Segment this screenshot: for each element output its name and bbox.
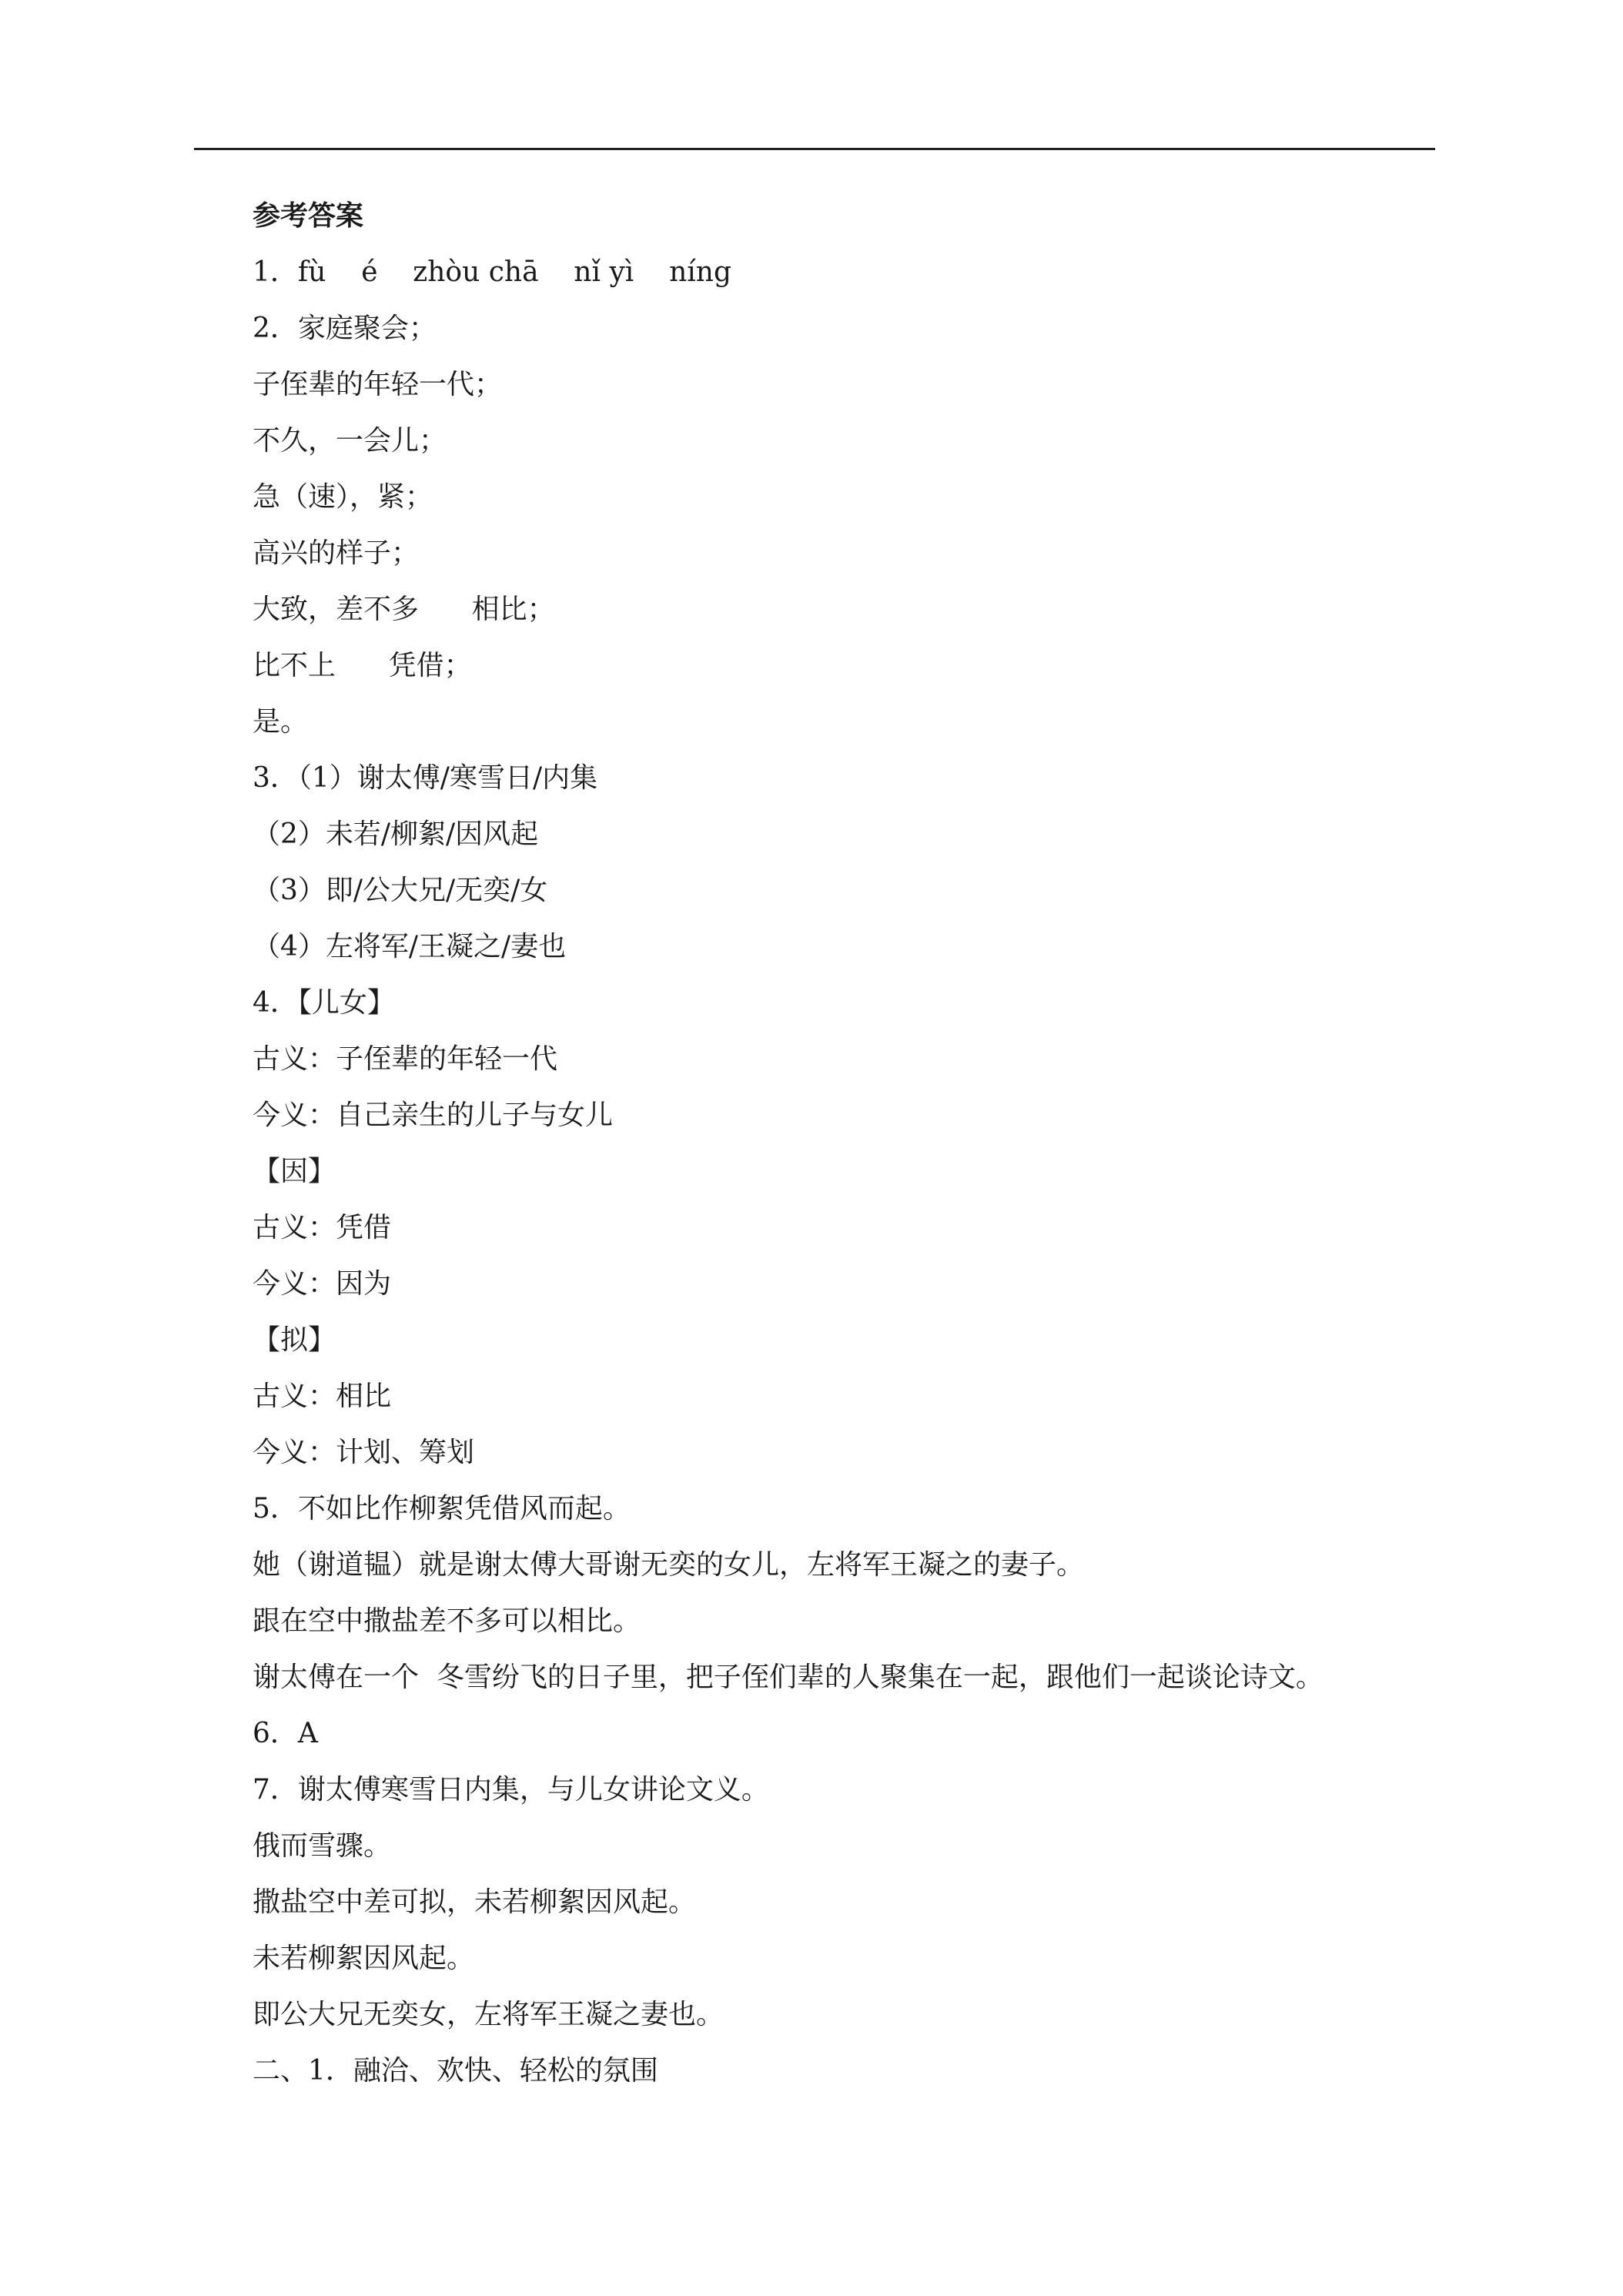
answer-line: 即公大兄无奕女，左将军王凝之妻也。 (253, 1999, 724, 2030)
answer-line: 二、1．融洽、欢快、轻松的氛围 (253, 2055, 658, 2087)
answer-line: 比不上 凭借； (253, 650, 472, 681)
answer-line: 2．家庭聚会； (253, 313, 437, 344)
answer-line: 6．A (253, 1718, 318, 1749)
answer-line: 古义：相比 (253, 1381, 392, 1412)
answer-line: 谢太傅在一个 冬雪纷飞的日子里，把子侄们辈的人聚集在一起，跟他们一起谈论诗文。 (253, 1662, 1323, 1693)
answer-line: 急（速），紧； (253, 481, 433, 513)
answer-line: 1．fù é zhòu chā nǐ yì níng (253, 256, 732, 288)
answer-line: 俄而雪骤。 (253, 1830, 392, 1862)
answer-line: 5．不如比作柳絮凭借风而起。 (253, 1493, 631, 1525)
answer-line: 今义：计划、筹划 (253, 1437, 475, 1468)
answer-line: 跟在空中撒盐差不多可以相比。 (253, 1605, 641, 1637)
answer-line: 是。 (253, 706, 309, 738)
answer-line: 3．（1）谢太傅/寒雪日/内集 (253, 762, 598, 794)
answer-line: 不久，一会儿； (253, 425, 447, 457)
answer-section (253, 188, 1454, 2099)
answer-lines (253, 244, 1454, 2099)
answer-line: 今义：自己亲生的儿子与女儿 (253, 1099, 614, 1131)
answer-line: 大致，差不多 相比； (253, 594, 555, 625)
answer-line: 高兴的样子； (253, 537, 420, 569)
answer-line: 【因】 (253, 1156, 336, 1187)
answer-line: 古义：子侄辈的年轻一代 (253, 1043, 558, 1075)
answer-line: 子侄辈的年轻一代； (253, 369, 503, 400)
answer-line: 未若柳絮因风起。 (253, 1943, 475, 1974)
section-heading: 参考答案 (253, 199, 364, 232)
answer-line: 【拟】 (253, 1324, 336, 1356)
answer-line: 7．谢太傅寒雪日内集，与儿女讲论文义。 (253, 1774, 769, 1806)
answer-line: 她（谢道韫）就是谢太傅大哥谢无奕的女儿，左将军王凝之的妻子。 (253, 1549, 1085, 1581)
header-rule (194, 148, 1435, 150)
answer-line: （4）左将军/王凝之/妻也 (253, 931, 567, 962)
answer-line: 4．【儿女】 (253, 987, 395, 1019)
answer-line: （3）即/公大兄/无奕/女 (253, 875, 548, 906)
answer-line: 今义：因为 (253, 1268, 392, 1300)
answer-line: 古义：凭借 (253, 1212, 392, 1243)
answer-line: 撒盐空中差可拟，未若柳絮因风起。 (253, 1886, 697, 1918)
answer-line: （2）未若/柳絮/因风起 (253, 818, 539, 850)
